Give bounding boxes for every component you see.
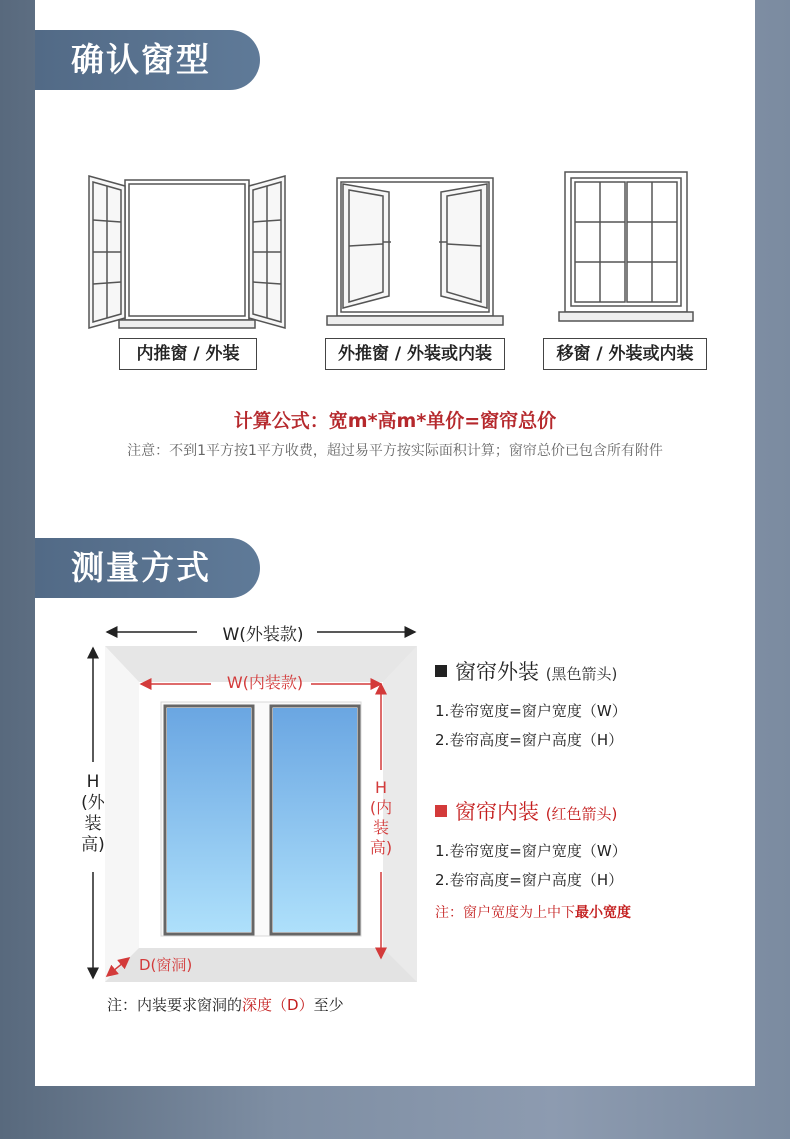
measurement-diagram bbox=[81, 612, 425, 1022]
window-type-label-sliding: 移窗 / 外装或内装 bbox=[543, 338, 707, 370]
pricing-notice: 注意：不到1平方按1平方收费，超过易平方按实际面积计算；窗帘总价已包含所有附件 bbox=[127, 443, 663, 459]
inside-mount-heading: 窗帘内装 (红色箭头) bbox=[435, 796, 745, 826]
section-title-measurement: 测量方式 bbox=[35, 538, 260, 598]
inside-height-rule: 2.卷帘高度=窗户高度（H） bbox=[435, 871, 624, 889]
outward-window-illustration bbox=[325, 172, 515, 332]
window-type-label-outward: 外推窗 / 外装或内装 bbox=[325, 338, 505, 370]
inner-width-label: W(内装款) bbox=[226, 673, 304, 692]
outside-mount-heading: 窗帘外装 (黑色箭头) bbox=[435, 656, 745, 686]
section-title-window-type: 确认窗型 bbox=[35, 30, 260, 90]
outer-height-label: H(外装高) bbox=[81, 772, 105, 855]
inside-width-rule: 1.卷帘宽度=窗户宽度（W） bbox=[435, 842, 627, 860]
depth-label: D(窗洞) bbox=[139, 956, 193, 974]
outer-width-label: W(外装款) bbox=[222, 625, 304, 645]
black-square-icon bbox=[435, 665, 447, 677]
inner-height-label: H(内装高) bbox=[369, 778, 393, 857]
red-square-icon bbox=[435, 805, 447, 817]
outside-height-rule: 2.卷帘高度=窗户高度（H） bbox=[435, 731, 624, 749]
depth-requirement-note: 注：内装要求窗洞的深度（D）至少 bbox=[107, 996, 344, 1014]
inside-width-note: 注：窗户宽度为上中下最小宽度 bbox=[435, 905, 631, 921]
price-formula: 计算公式：宽m*高m*单价=窗帘总价 bbox=[233, 410, 557, 432]
outside-width-rule: 1.卷帘宽度=窗户宽度（W） bbox=[435, 702, 627, 720]
content-card bbox=[35, 0, 755, 1086]
window-type-label-inward: 内推窗 / 外装 bbox=[119, 338, 257, 370]
sliding-window-illustration bbox=[555, 168, 695, 333]
inward-window-illustration bbox=[85, 172, 295, 332]
